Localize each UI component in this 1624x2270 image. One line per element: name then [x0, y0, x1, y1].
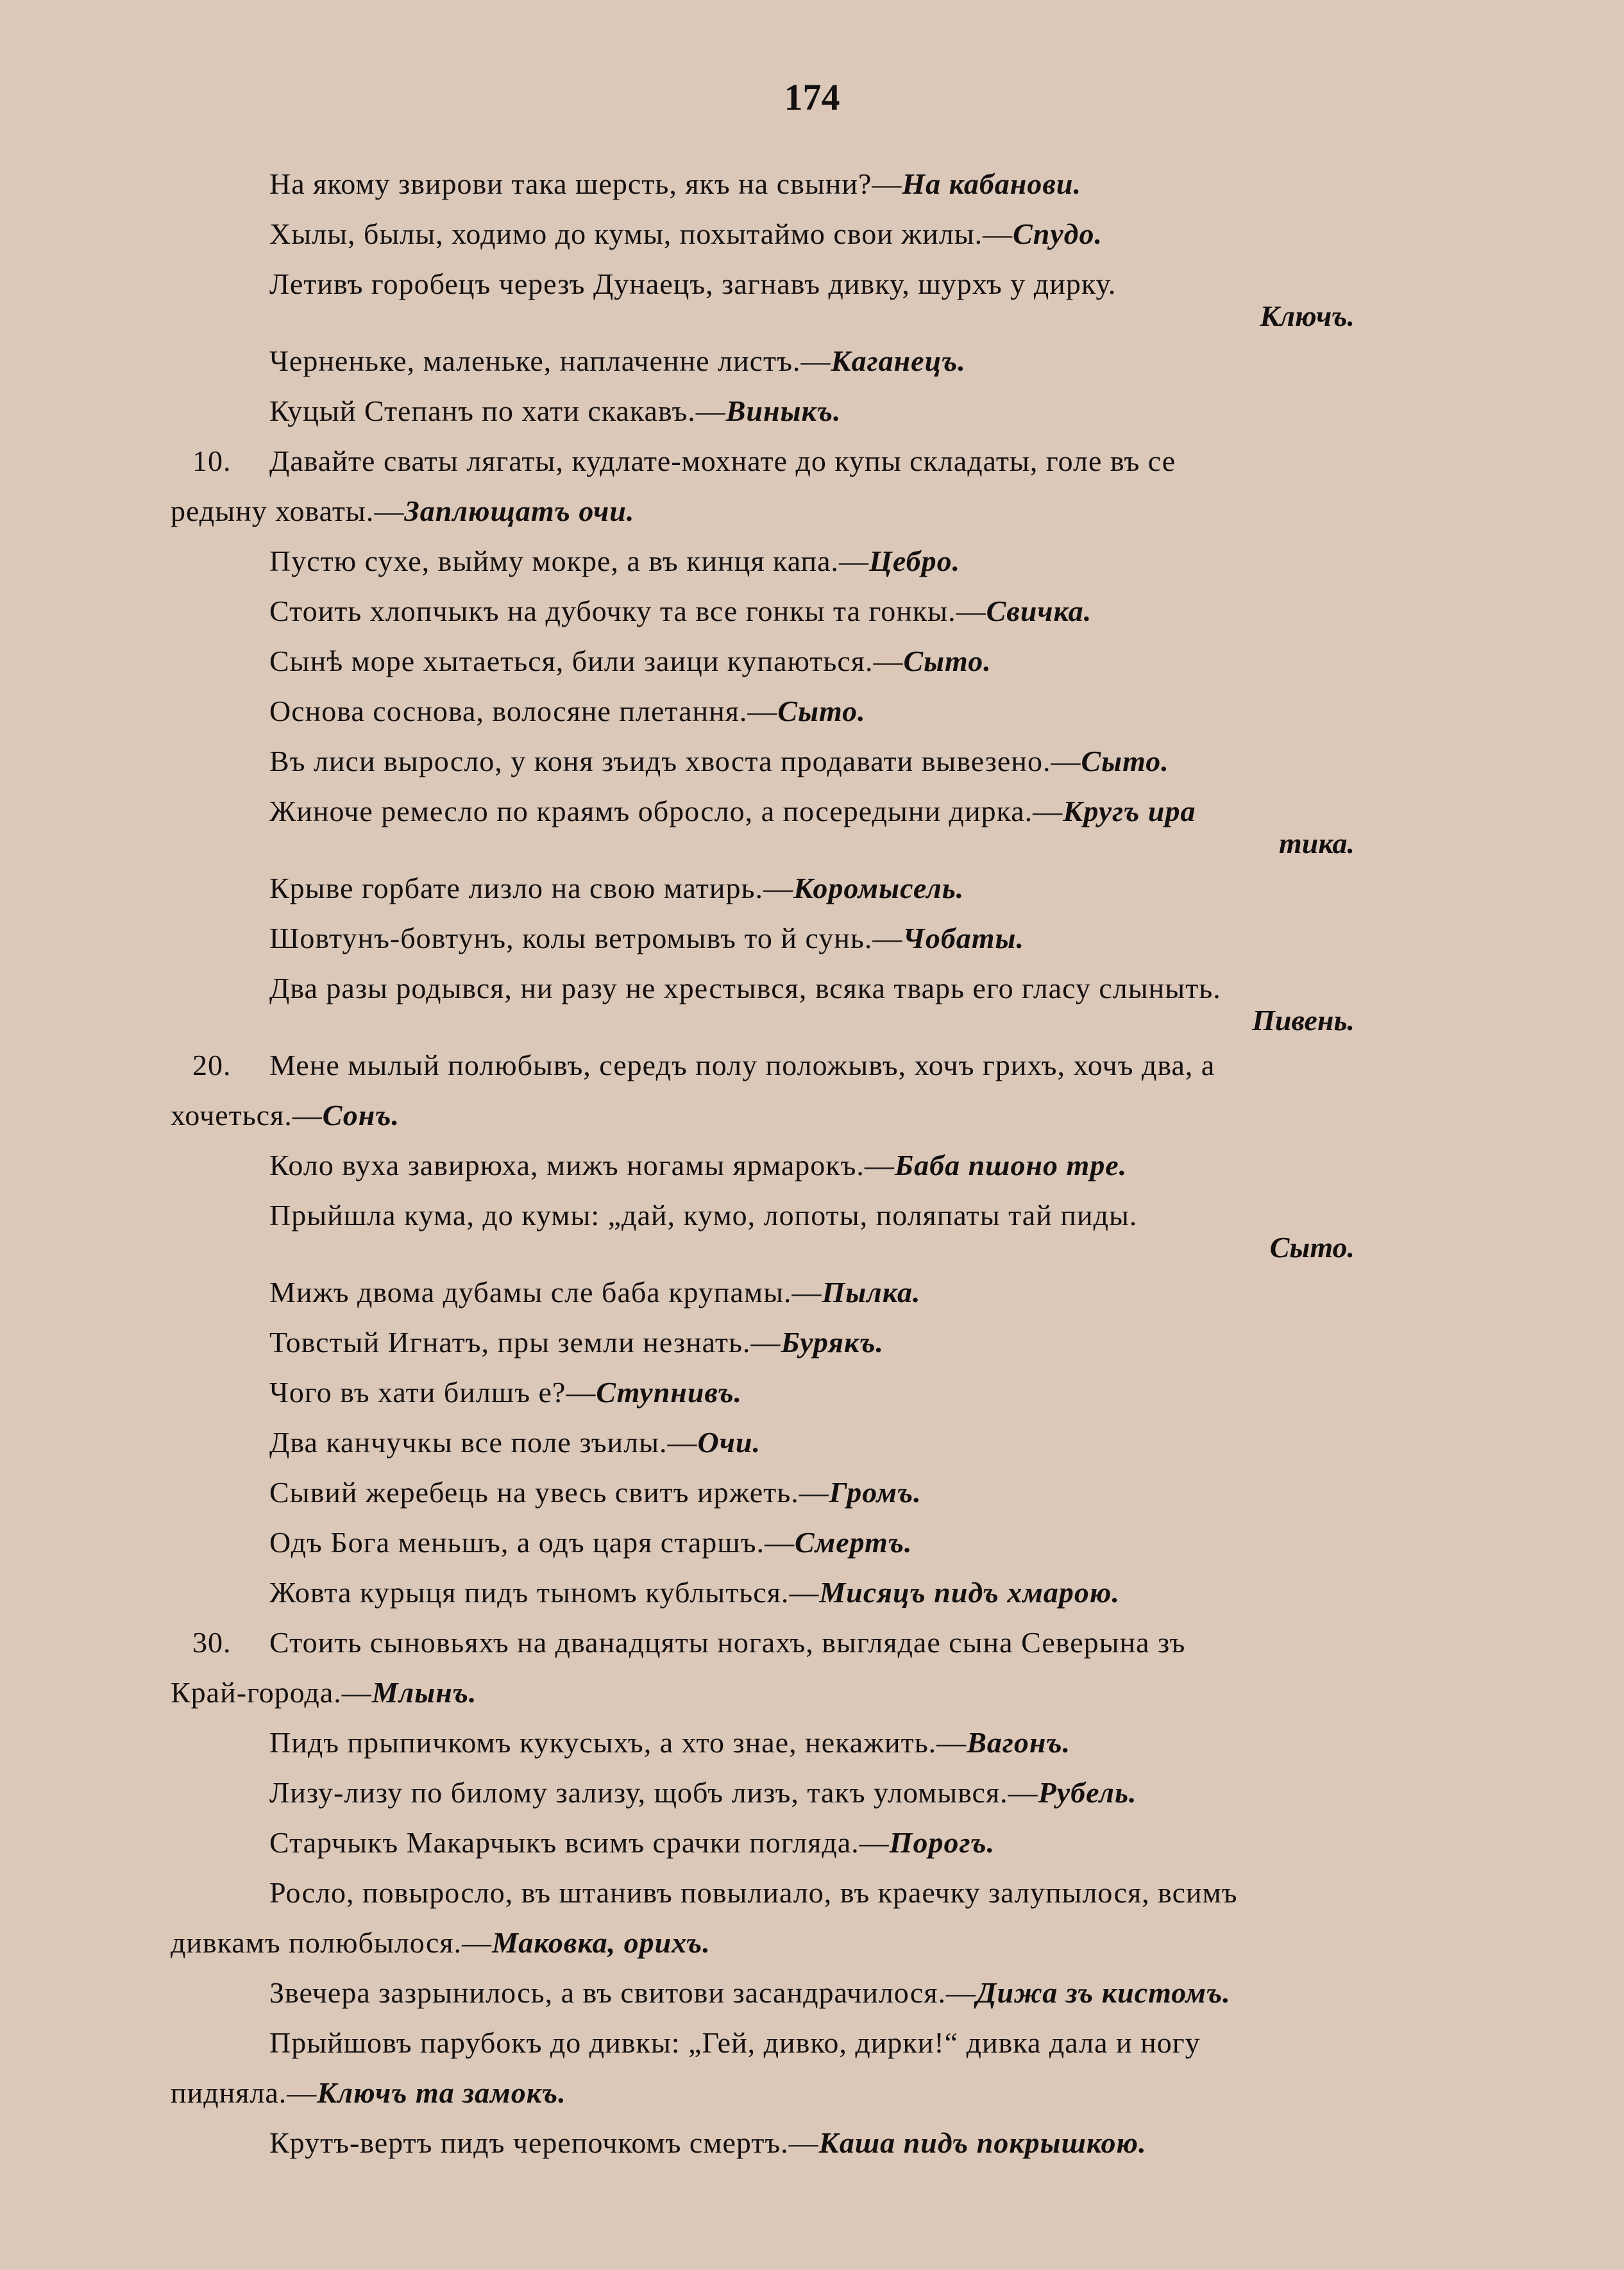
riddle-entry	[0, 1418, 1624, 1468]
riddle-text: Два канчучкы все поле зъилы.—	[269, 1426, 698, 1459]
riddle-text: Прыйшла кума, до кумы: „дай, кумо, лопоты, поляпаты тай пиды.	[269, 1199, 1138, 1232]
riddle-answer: Баба пшоно тре.	[894, 1149, 1128, 1182]
riddle-entry	[0, 1190, 1624, 1267]
riddle-entry	[0, 913, 1624, 963]
riddle-text: Стоить хлопчыкъ на дубочку та все гонкы та гонкы.—	[269, 595, 986, 627]
riddle-entry	[0, 1518, 1624, 1568]
riddle-text: Хылы, былы, ходимо до кумы, похытаймо свои жилы.—	[269, 217, 1013, 250]
riddle-answer: Очи.	[697, 1426, 761, 1459]
riddle-text-continued: хочеться.—	[171, 1099, 323, 1131]
riddle-text: Лизу-лизу по билому зализу, щобъ лизъ, такъ уломывся.—	[269, 1776, 1038, 1809]
riddle-entry	[0, 1468, 1624, 1518]
riddle-text: На якому звирови така шерсть, якъ на свыни?—	[269, 167, 902, 200]
riddle-answer: Сыто.	[777, 695, 866, 727]
riddle-answer: Цебро.	[869, 545, 961, 577]
riddle-answer: Сыто.	[1269, 1231, 1355, 1264]
riddle-entry	[0, 1040, 1624, 1140]
riddle-text-continued: редыну ховаты.—	[171, 495, 405, 527]
riddle-answer: Каша пидъ покрышкою.	[818, 2126, 1147, 2159]
riddle-answer-continued: тика.	[1278, 827, 1355, 860]
riddle-list	[0, 159, 1624, 2168]
riddle-entry	[0, 736, 1624, 786]
riddle-text: Пидъ прыпичкомъ кукусыхъ, а хто знае, некажить.—	[269, 1726, 967, 1759]
riddle-text: Крутъ-вертъ пидъ черепочкомъ смертъ.—	[269, 2126, 819, 2159]
riddle-entry	[0, 1317, 1624, 1368]
riddle-entry	[0, 686, 1624, 736]
riddle-answer: Смертъ.	[795, 1526, 913, 1559]
riddle-text: Прыйшовъ парубокъ до дивкы: „Гей, дивко, дирки!“ дивка дала и ногу	[269, 2026, 1201, 2059]
riddle-text: Мене мылый полюбывъ, середъ полу положывъ, хочъ грихъ, хочъ два, а	[269, 1049, 1215, 1081]
riddle-answer: Чобаты.	[902, 922, 1024, 954]
riddle-entry	[0, 1868, 1624, 1968]
riddle-text: Пустю сухе, выйму мокре, а въ кинця капа.—	[269, 545, 870, 577]
riddle-answer: Млынъ.	[371, 1676, 477, 1709]
riddle-answer: Виныкъ.	[725, 394, 842, 427]
riddle-text: Жовта курыця пидъ тыномъ кублыться.—	[269, 1576, 820, 1609]
riddle-answer: Дижа зъ кистомъ.	[976, 1976, 1231, 2009]
riddle-answer: Пылка.	[822, 1276, 921, 1309]
riddle-entry	[0, 1718, 1624, 1768]
riddle-text: Одъ Бога меньшъ, а одъ царя старшъ.—	[269, 1526, 795, 1559]
riddle-entry	[0, 209, 1624, 259]
riddle-text: Давайте сваты лягаты, кудлате-мохнате до купы складаты, голе въ се	[269, 445, 1176, 477]
riddle-entry	[0, 786, 1624, 863]
riddle-answer: Маковка, орихъ.	[492, 1926, 711, 1959]
riddle-text: Звечера зазрынилось, а въ свитови засандрачилося.—	[269, 1976, 977, 2009]
riddle-text-continued: дивкамъ полюбылося.—	[171, 1926, 493, 1959]
riddle-text: Въ лиси выросло, у коня зъидъ хвоста продавати вывезено.—	[269, 745, 1081, 777]
riddle-answer: Спудо.	[1013, 217, 1103, 250]
riddle-text: Крыве горбате лизло на свою матирь.—	[269, 872, 793, 904]
riddle-entry	[0, 1768, 1624, 1818]
riddle-text-continued: пидняла.—	[171, 2076, 317, 2109]
riddle-entry	[0, 1968, 1624, 2018]
riddle-answer: Пивень.	[1252, 1004, 1355, 1037]
riddle-entry	[0, 259, 1624, 336]
riddle-entry	[0, 1368, 1624, 1418]
riddle-answer: Рубель.	[1038, 1776, 1137, 1809]
riddle-entry	[0, 2118, 1624, 2168]
riddle-entry	[0, 386, 1624, 436]
riddle-text: Стоить сыновьяхъ на дванадцяты ногахъ, выглядае сына Северына зъ	[269, 1626, 1186, 1659]
riddle-text: Черненьке, маленьке, наплаченне листъ.—	[269, 344, 831, 377]
riddle-number: 30.	[192, 1626, 232, 1659]
riddle-entry	[0, 1568, 1624, 1618]
riddle-answer: Громъ.	[829, 1476, 922, 1509]
riddle-entry	[0, 636, 1624, 686]
riddle-text: Шовтунъ-бовтунъ, колы ветромывъ то й сунь.—	[269, 922, 903, 954]
riddle-entry	[0, 1818, 1624, 1868]
riddle-text: Старчыкъ Макарчыкъ всимъ срачки погляда.—	[269, 1826, 890, 1859]
riddle-answer: Кругъ ира	[1063, 795, 1196, 827]
riddle-entry	[0, 863, 1624, 913]
riddle-entry	[0, 2018, 1624, 2118]
riddle-entry	[0, 1140, 1624, 1190]
riddle-text: Два разы родывся, ни разу не хрестывся, всяка тварь его гласу слыныть.	[269, 972, 1221, 1004]
riddle-text: Сынѣ море хытаеться, били заици купаються.—	[269, 645, 904, 677]
riddle-text: Мижъ двома дубамы сле баба крупамы.—	[269, 1276, 822, 1309]
riddle-answer: Вагонъ.	[967, 1726, 1071, 1759]
riddle-answer: Бурякъ.	[781, 1326, 884, 1359]
riddle-answer: Ступнивъ.	[596, 1376, 743, 1409]
riddle-entry	[0, 536, 1624, 586]
riddle-text: Сывий жеребець на увесь свитъ иржеть.—	[269, 1476, 829, 1509]
riddle-entry	[0, 963, 1624, 1040]
riddle-text: Коло вуха завирюха, мижъ ногамы ярмарокъ.—	[269, 1149, 895, 1182]
riddle-text: Чого въ хати билшъ е?—	[269, 1376, 596, 1409]
riddle-number: 10.	[192, 445, 232, 477]
riddle-answer: Коромысель.	[793, 872, 965, 904]
riddle-answer: Сыто.	[1081, 745, 1169, 777]
riddle-answer: Ключъ та замокъ.	[317, 2076, 566, 2109]
riddle-number: 20.	[192, 1049, 232, 1081]
riddle-answer: Заплющатъ очи.	[404, 495, 635, 527]
riddle-text: Росло, повыросло, въ штанивъ повылиало, въ краечку залупылося, всимъ	[269, 1876, 1238, 1909]
riddle-answer: Свичка.	[986, 595, 1092, 627]
riddle-answer: Каганецъ.	[831, 344, 966, 377]
riddle-entry	[0, 336, 1624, 386]
riddle-entry	[0, 159, 1624, 209]
riddle-answer: Порогъ.	[889, 1826, 995, 1859]
riddle-entry	[0, 1267, 1624, 1317]
riddle-answer: На кабанови.	[902, 167, 1081, 200]
riddle-entry	[0, 586, 1624, 636]
riddle-text: Жиноче ремесло по краямъ оброслo, а посередыни дирка.—	[269, 795, 1063, 827]
riddle-answer: Сыто.	[903, 645, 992, 677]
riddle-entry	[0, 1618, 1624, 1718]
riddle-text-continued: Край-города.—	[171, 1676, 372, 1709]
riddle-text: Летивъ горобецъ черезъ Дунаецъ, загнавъ дивку, шурхъ у дирку.	[269, 267, 1117, 300]
riddle-answer: Сонъ.	[322, 1099, 400, 1131]
page-number: 174	[784, 76, 840, 118]
riddle-text: Куцый Степанъ по хати скакавъ.—	[269, 394, 726, 427]
riddle-answer: Мисяцъ пидъ хмарою.	[819, 1576, 1120, 1609]
riddle-entry	[0, 436, 1624, 536]
riddle-answer: Ключъ.	[1260, 300, 1355, 332]
riddle-text: Основа соснова, волосяне плетання.—	[269, 695, 778, 727]
riddle-text: Товстый Игнатъ, пры земли незнать.—	[269, 1326, 781, 1359]
